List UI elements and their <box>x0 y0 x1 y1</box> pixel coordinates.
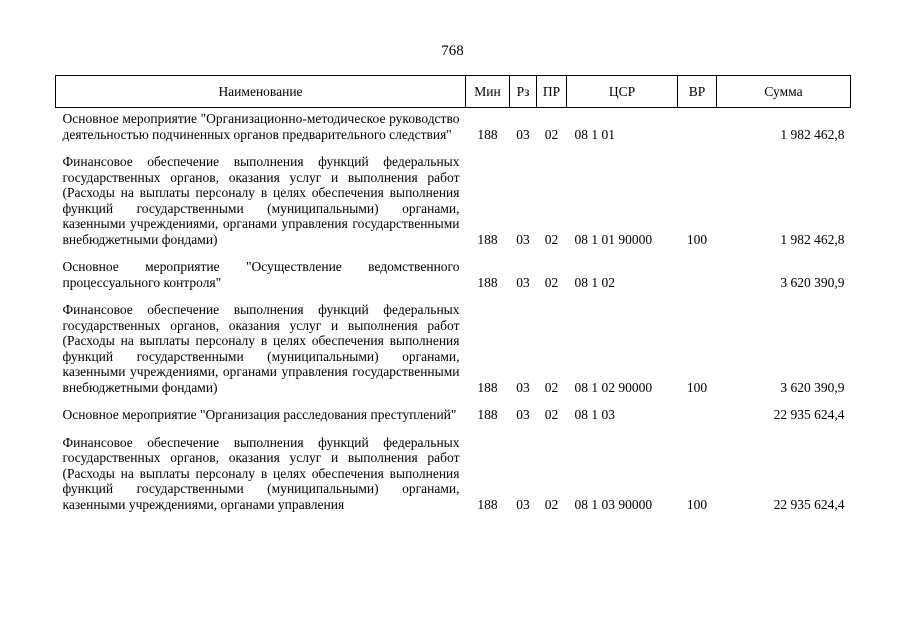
table-row <box>56 111 851 142</box>
row-csr: 08 1 03 90000 <box>574 496 653 512</box>
row-min: 188 <box>477 407 498 422</box>
row-csr: 08 1 01 90000 <box>574 231 653 247</box>
row-min: 188 <box>477 496 498 512</box>
row-sum: 3 620 390,9 <box>780 379 845 395</box>
row-sum: 1 982 462,8 <box>780 231 845 247</box>
table-row <box>56 435 851 513</box>
row-rz: 03 <box>516 126 530 142</box>
row-rz: 03 <box>516 379 530 395</box>
table-header-row <box>56 76 851 108</box>
row-name: Финансовое обеспечение выполнения функций федеральных государственных органов, оказания услуг и выполнения работ (Расходы на выплаты персоналу в целях обеспечения выполнения функций государственными (муниципальными) органами, казенными учреждениями, органами управления <box>62 434 460 512</box>
row-pr: 02 <box>544 496 559 512</box>
row-vr: 100 <box>686 231 708 247</box>
row-vr <box>678 407 717 423</box>
table-row <box>56 154 851 247</box>
row-sum: 22 935 624,4 <box>773 496 845 512</box>
row-rz: 03 <box>516 274 530 290</box>
row-pr: 02 <box>544 379 559 395</box>
table-row <box>56 407 851 423</box>
row-name: Финансовое обеспечение выполнения функций федеральных государственных органов, оказания услуг и выполнения работ (Расходы на выплаты персоналу в целях обеспечения выполнения функций государственными (муниципальными) органами, казенными учреждениями, органами управления государственными внебюджетными фондами) <box>62 154 460 247</box>
row-csr: 08 1 02 <box>574 274 615 290</box>
row-csr: 08 1 01 <box>574 126 615 142</box>
header-pr: ПР <box>537 76 567 108</box>
row-sum: 3 620 390,9 <box>780 274 845 290</box>
row-min: 188 <box>477 126 498 142</box>
header-name: Наименование <box>56 76 466 108</box>
row-csr: 08 1 03 <box>574 407 615 422</box>
header-min: Мин <box>466 76 510 108</box>
row-name: Основное мероприятие "Организация расследования преступлений" <box>62 407 457 422</box>
row-name: Финансовое обеспечение выполнения функций федеральных государственных органов, оказания услуг и выполнения работ (Расходы на выплаты персоналу в целях обеспечения выполнения функций государственными (муниципальными) органами, казенными учреждениями, органами управления государственными внебюджетными фондами) <box>62 302 460 395</box>
row-pr: 02 <box>544 231 559 247</box>
row-vr: 100 <box>686 379 708 395</box>
row-rz: 03 <box>516 231 530 247</box>
row-rz: 03 <box>516 496 530 512</box>
table-row <box>56 259 851 290</box>
header-csr: ЦСР <box>567 76 678 108</box>
row-vr <box>678 111 717 142</box>
budget-table <box>55 75 851 512</box>
row-pr: 02 <box>544 407 559 422</box>
page-number: 768 <box>441 43 464 59</box>
row-pr: 02 <box>544 126 559 142</box>
table-row <box>56 302 851 395</box>
row-vr <box>678 259 717 290</box>
row-name: Основное мероприятие "Осуществление ведомственного процессуального контроля" <box>62 259 460 290</box>
row-min: 188 <box>477 379 498 395</box>
header-sum: Сумма <box>717 76 851 108</box>
row-name: Основное мероприятие "Организационно-методическое руководство деятельностью подчиненных органов предварительного следствия" <box>62 111 460 142</box>
row-sum: 22 935 624,4 <box>773 407 845 422</box>
row-sum: 1 982 462,8 <box>780 126 845 142</box>
row-pr: 02 <box>544 274 559 290</box>
row-min: 188 <box>477 274 498 290</box>
header-vr: ВР <box>678 76 717 108</box>
header-rz: Рз <box>510 76 537 108</box>
row-vr: 100 <box>686 496 708 512</box>
row-csr: 08 1 02 90000 <box>574 379 653 395</box>
row-rz: 03 <box>516 407 530 422</box>
row-min: 188 <box>477 231 498 247</box>
